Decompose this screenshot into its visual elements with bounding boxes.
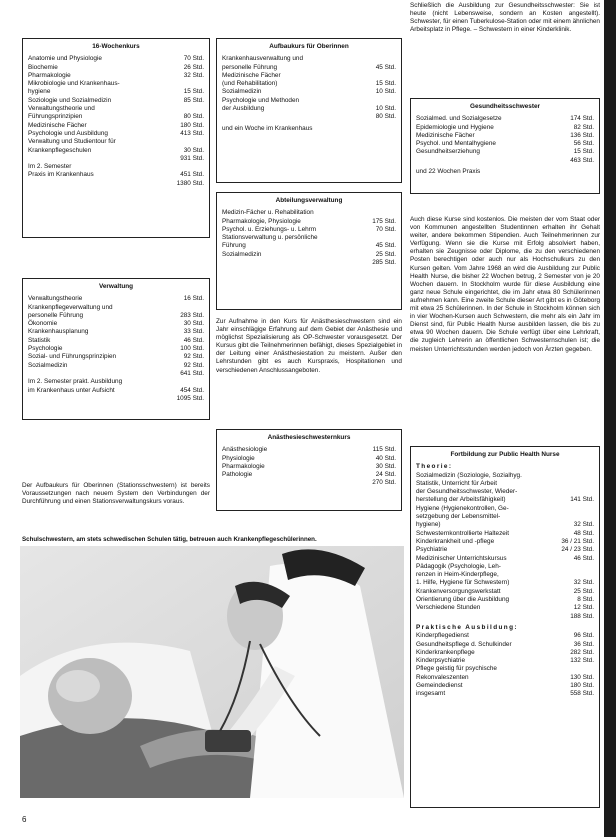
row-value: 451 Std.: [180, 171, 204, 179]
table-row: [416, 579, 594, 587]
row-label: Medizinischer Unterrichtskursus: [416, 554, 507, 562]
table-row: [416, 649, 594, 657]
table-row: [416, 140, 594, 148]
box-rows: [222, 55, 396, 121]
row-value: 46 Std.: [573, 554, 594, 562]
row-label: Statistik, Unterricht für Arbeit: [416, 479, 497, 487]
table-row: [416, 588, 594, 596]
row-label: Hygiene (Hygienekontrollen, Ge-: [416, 504, 509, 512]
row-label: Psychol. und Mentalhygiene: [416, 140, 496, 148]
row-value: 454 Std.: [180, 386, 204, 394]
row-value: 15 Std.: [375, 80, 396, 88]
table-row: [416, 530, 594, 538]
table-row: [28, 147, 204, 155]
paragraph-anaesthesie: Zur Aufnahme in den Kurs für Anästhesieschwestern sind ein Jahr einschlägige Erfahrung auf dem Gebiet der Anästhesie und möglichst Spezialisierung als OP-Schwester vorausgesetzt. Der Kursus gibt die Teilnehmerinnen befähigt, dieses Spezialgebiet in der Leitung einer Anästhesiestation zu meistern. Außer den Lehrstunden gibt es auch Kurspraxis, Hospitationen und verschiedenen Anschlussangeboten.: [216, 318, 402, 374]
box-abteilungsverwaltung: [216, 192, 402, 310]
row-value: 32 Std.: [573, 579, 594, 587]
box-rows: [416, 472, 594, 621]
box-title: 16-Wochenkurs: [92, 43, 140, 50]
table-row: [222, 259, 396, 267]
row-value: 413 Std.: [180, 129, 204, 137]
table-row: [416, 513, 594, 521]
table-row: [222, 72, 396, 80]
row-label: personelle Führung: [28, 311, 84, 319]
row-value: 92 Std.: [183, 361, 204, 369]
table-row: [28, 312, 204, 320]
table-row: [28, 80, 204, 88]
table-row: [416, 538, 594, 546]
row-label: im Krankenhaus unter Aufsicht: [28, 386, 115, 394]
row-label: insgesamt: [416, 690, 446, 698]
row-value: 80 Std.: [183, 113, 204, 121]
table-row: [416, 124, 594, 132]
row-label: Sozialmedizin (Soziologie, Sozialhyg.: [416, 471, 522, 479]
row-label: Krankenhausverwaltung und: [222, 55, 304, 63]
table-row: [222, 471, 396, 479]
row-value: 25 Std.: [375, 250, 396, 258]
table-row: [28, 295, 204, 303]
row-label: Pharmakologie, Physiologie: [222, 217, 301, 225]
table-row: [222, 209, 396, 217]
table-row: [28, 387, 204, 395]
table-row: [222, 463, 396, 471]
table-row: [416, 596, 594, 604]
table-row: [222, 446, 396, 454]
table-row: [416, 682, 594, 690]
row-label: Im 2. Semester prakt. Ausbildung: [28, 378, 123, 386]
row-label: Epidemiologie und Hygiene: [416, 123, 494, 131]
table-row: [28, 171, 204, 179]
box-title: Fortbildung zur Public Health Nurse: [450, 451, 560, 458]
row-label: Medizinische Fächer: [28, 121, 87, 129]
box-rows: [416, 632, 594, 698]
table-row: [416, 641, 594, 649]
row-value: 80 Std.: [375, 113, 396, 121]
row-value: 85 Std.: [183, 96, 204, 104]
row-label: Pflege geistig für psychische: [416, 665, 497, 673]
table-row: [416, 613, 594, 621]
row-value: 100 Std.: [180, 345, 204, 353]
box-public-health-nurse: [410, 446, 600, 808]
table-row: [28, 378, 204, 386]
box-rows: [28, 295, 204, 403]
photograph-illustration: [20, 546, 404, 798]
table-row: [416, 555, 594, 563]
row-value: 96 Std.: [573, 632, 594, 640]
row-label: Verwaltung und Studientour für: [28, 138, 116, 146]
table-row: [28, 113, 204, 121]
row-label: personelle Führung: [222, 63, 278, 71]
row-label: der Gesundheitsschwester, Wieder-: [416, 488, 518, 496]
box-title: Aufbaukurs für Oberinnen: [269, 43, 349, 50]
row-value: 641 Std.: [180, 369, 204, 377]
row-value: 82 Std.: [573, 123, 594, 131]
table-row: [28, 180, 204, 188]
paragraph-gesundheitsschwester: Schließlich die Ausbildung zur Gesundheitsschwester: Sie ist heute (nicht Lebensweise, sondern an Kosten angestellt). Schwester, für einen Tuberkulose-Station oder mit einem ähnlichen Arbeitsplatz in Pflege. – Schwestern in einer Kinderklinik.: [410, 2, 600, 34]
table-row: [28, 55, 204, 63]
row-label: Führungsprinzipien: [28, 113, 83, 121]
table-row: [416, 674, 594, 682]
row-label: (und Rehabilitation): [222, 80, 278, 88]
box-title: Abteilungsverwaltung: [275, 197, 343, 204]
row-label: Gesundheitspflege d. Schulkinder: [416, 640, 512, 648]
row-label: Pharmakologie: [222, 462, 265, 470]
box-gesundheitsschwester: [410, 98, 600, 194]
row-value: 36 / 21 Std.: [561, 537, 594, 545]
table-row: [28, 320, 204, 328]
table-row: [28, 337, 204, 345]
row-label: Krankenpflegeverwaltung und: [28, 303, 113, 311]
row-label: Gemeindedienst: [416, 682, 463, 690]
table-row: [416, 632, 594, 640]
row-label: setzgebung der Lebensmittel-: [416, 513, 501, 521]
row-value: 270 Std.: [372, 479, 396, 487]
table-row: [222, 242, 396, 250]
row-label: Pharmakologie: [28, 71, 71, 79]
row-label: Orientierung über die Ausbildung: [416, 596, 510, 604]
box-note: und ein Woche im Krankenhaus: [222, 124, 313, 132]
table-row: [28, 370, 204, 378]
row-label: Kinderpsychiatrie: [416, 657, 466, 665]
table-row: [222, 64, 396, 72]
row-value: 463 Std.: [570, 156, 594, 164]
row-value: 92 Std.: [183, 353, 204, 361]
row-value: 30 Std.: [183, 320, 204, 328]
row-label: Krankenpflegeschulen: [28, 146, 92, 154]
box-rows: [416, 115, 594, 165]
row-value: 130 Std.: [570, 673, 594, 681]
row-label: Mikrobiologie und Krankenhaus-: [28, 80, 120, 88]
row-label: Kinderpflegedienst: [416, 632, 469, 640]
row-value: 48 Std.: [573, 529, 594, 537]
row-value: 175 Std.: [372, 217, 396, 225]
table-row: [28, 163, 204, 171]
table-row: [416, 472, 594, 480]
box-16-wochenkurs: [22, 38, 210, 238]
table-row: [222, 80, 396, 88]
table-row: [416, 571, 594, 579]
table-row: [416, 604, 594, 612]
row-label: Psychologie und Methoden: [222, 96, 300, 104]
table-row: [28, 345, 204, 353]
table-row: [416, 496, 594, 504]
row-value: 24 Std.: [375, 471, 396, 479]
table-row: [222, 234, 396, 242]
row-label: Pathologie: [222, 471, 253, 479]
box-anaesthesie: [216, 429, 402, 511]
box-note: und 22 Wochen Praxis: [416, 168, 481, 176]
row-value: 8 Std.: [577, 596, 594, 604]
table-row: [28, 138, 204, 146]
table-row: [416, 546, 594, 554]
row-value: 25 Std.: [573, 587, 594, 595]
row-value: 1095 Std.: [176, 394, 204, 402]
row-value: 285 Std.: [372, 259, 396, 267]
row-value: 30 Std.: [375, 462, 396, 470]
table-row: [28, 122, 204, 130]
row-label: Verwaltungstheorie und: [28, 105, 95, 113]
row-value: 115 Std.: [372, 446, 396, 454]
row-value: 558 Std.: [570, 690, 594, 698]
table-row: [222, 455, 396, 463]
page-number: 6: [22, 815, 27, 824]
row-label: Soziologie und Sozialmedizin: [28, 96, 112, 104]
table-row: [222, 113, 396, 121]
table-row: [416, 563, 594, 571]
table-row: [222, 218, 396, 226]
row-label: Gesundheitserziehung: [416, 148, 480, 156]
table-row: [416, 488, 594, 496]
row-label: herstellung der Arbeitsfähigkeit): [416, 496, 506, 504]
row-label: Krankenhausplanung: [28, 328, 89, 336]
paragraph-kurse: Auch diese Kurse sind kostenlos. Die meisten der vom Staat oder von Kommunen angestellten Studentinnen erhalten ihr Gehalt weiter, andere bekommen Stipendien. Auch Teilnehmerinnen zur Verfügung. Wenn sie die Kurse mit Erfolg absolviert haben, erhalten sie Zeugnisse oder Diplome, die zu den verschiedenen Posten berechtigen oder auch nur als Hochschulkurs zu den Kursen gelten. Vom Jahre 1968 an wird die Ausbildung zur Public Health Nurse, die bisher 22 Wochen betrug, 2 Semester von je 20 Wochen dauern. In Stockholm wurde für diese Ausbildung eine ganz neue Schule eingerichtet, die im Jahr etwa 80 Schülerinnen aufnehmen kann. Eine zweite Schule dieser Art gibt es in Göteborg mit etwa 25 Schülerinnen. In der Schule in Stockholm können sich in vier Wochen-Kursen auch Schwestern, die mehr als ein Jahr im Dienst sind, für Public Health Nurse ausbilden lassen, die bis zu etwa 90 Wochen dauern. Die Schule verfügt über eine Lehrkraft, die zugleich Lehrerin an öffentlichen Schwesternschulen ist; die meisten Unterrichtsstunden werden jedoch von Ärzten gegeben.: [410, 216, 600, 353]
row-value: 282 Std.: [570, 648, 594, 656]
row-label: Statistik: [28, 336, 51, 344]
row-value: 931 Std.: [180, 154, 204, 162]
table-row: [222, 479, 396, 487]
box-rows: [222, 209, 396, 267]
table-row: [416, 480, 594, 488]
row-label: Psychol. u. Erziehungs- u. Lehrm: [222, 225, 317, 233]
row-label: Führung: [222, 242, 246, 250]
row-value: 36 Std.: [573, 640, 594, 648]
table-row: [416, 505, 594, 513]
box-rows: [28, 55, 204, 188]
row-label: hygiene: [28, 88, 51, 96]
box-verwaltung: [22, 278, 210, 420]
table-row: [416, 521, 594, 529]
table-row: [28, 64, 204, 72]
row-value: 174 Std.: [570, 115, 594, 123]
table-row: [222, 88, 396, 96]
photograph-nurse-with-patient: [20, 546, 404, 798]
row-label: Physiologie: [222, 454, 255, 462]
row-value: 180 Std.: [180, 121, 204, 129]
row-value: 32 Std.: [573, 521, 594, 529]
table-row: [28, 88, 204, 96]
table-row: [28, 155, 204, 163]
table-row: [416, 132, 594, 140]
row-value: 16 Std.: [183, 295, 204, 303]
row-label: Sozialmedizin: [222, 250, 262, 258]
row-value: 10 Std.: [375, 88, 396, 96]
table-row: [222, 105, 396, 113]
row-label: Medizin-Fächer u. Rehabilitation: [222, 209, 314, 217]
table-row: [222, 226, 396, 234]
row-label: Schwesternkontrollierte Haltezeit: [416, 529, 510, 537]
row-label: Sozialmedizin: [28, 361, 68, 369]
row-value: 283 Std.: [180, 311, 204, 319]
row-label: 1. Hilfe, Hygiene für Schwestern): [416, 579, 510, 587]
row-label: Psychiatrie: [416, 546, 448, 554]
photo-caption: Schulschwestern, am stets schwedischen Schulen tätig, betreuen auch Krankenpflegeschülerinnen.: [22, 536, 317, 543]
row-label: Stationsverwaltung u. persönliche: [222, 234, 318, 242]
row-label: der Ausbildung: [222, 105, 265, 113]
row-label: Ökonomie: [28, 320, 58, 328]
row-value: 40 Std.: [375, 454, 396, 462]
row-label: Sozialmedizin: [222, 88, 262, 96]
table-row: [28, 362, 204, 370]
row-label: Anästhesiologie: [222, 446, 268, 454]
table-row: [28, 395, 204, 403]
row-value: 45 Std.: [375, 242, 396, 250]
row-value: 10 Std.: [375, 105, 396, 113]
row-value: 180 Std.: [570, 682, 594, 690]
row-label: Rekonvaleszenten: [416, 673, 469, 681]
table-row: [28, 130, 204, 138]
row-label: Verschiedene Stunden: [416, 604, 481, 612]
row-value: 70 Std.: [375, 225, 396, 233]
row-label: Verwaltungstheorie: [28, 295, 83, 303]
row-value: 24 / 23 Std.: [561, 546, 594, 554]
box-title: Anästhesieschwesternkurs: [267, 434, 351, 441]
box-title: Gesundheitsschwester: [470, 103, 540, 110]
row-label: Kinderkrankenpflege: [416, 648, 475, 656]
table-row: [222, 97, 396, 105]
row-label: hygiene): [416, 521, 441, 529]
table-row: [28, 353, 204, 361]
table-row: [416, 690, 594, 698]
row-label: Anatomie und Physiologie: [28, 55, 102, 63]
row-value: 15 Std.: [183, 88, 204, 96]
row-label: Biochemie: [28, 63, 58, 71]
row-label: Krankenversorgungswerkstatt: [416, 587, 501, 595]
row-value: 30 Std.: [183, 146, 204, 154]
table-row: [28, 105, 204, 113]
table-row: [28, 97, 204, 105]
row-value: 45 Std.: [375, 63, 396, 71]
row-value: 188 Std.: [570, 612, 594, 620]
table-row: [222, 55, 396, 63]
table-row: [416, 157, 594, 165]
row-value: 15 Std.: [573, 148, 594, 156]
row-value: 32 Std.: [183, 71, 204, 79]
row-label: renzen in Heim-Kinderpflege,: [416, 571, 499, 579]
row-value: 56 Std.: [573, 140, 594, 148]
row-value: 33 Std.: [183, 328, 204, 336]
table-row: [28, 304, 204, 312]
scan-edge: [604, 0, 616, 837]
table-row: [28, 328, 204, 336]
row-label: Sozialmed. und Sozialgesetze: [416, 115, 502, 123]
row-value: 70 Std.: [183, 55, 204, 63]
row-label: Pädagogik (Psychologie, Leh-: [416, 562, 501, 570]
section-heading-praxis: Praktische Ausbildung:: [416, 623, 518, 631]
row-value: 1380 Std.: [176, 179, 204, 187]
row-value: 12 Std.: [573, 604, 594, 612]
row-label: Praxis im Krankenhaus: [28, 171, 94, 179]
row-label: Sozial- und Führungsprinzipien: [28, 353, 117, 361]
row-label: Medizinische Fächer: [416, 131, 475, 139]
row-label: Kinderkrankheit und -pflege: [416, 537, 495, 545]
table-row: [28, 72, 204, 80]
table-row: [222, 251, 396, 259]
row-value: 141 Std.: [570, 496, 594, 504]
row-label: Im 2. Semester: [28, 163, 72, 171]
row-value: 26 Std.: [183, 63, 204, 71]
box-rows: [222, 446, 396, 487]
row-label: Medizinische Fächer: [222, 71, 281, 79]
table-row: [416, 115, 594, 123]
row-value: 136 Std.: [570, 131, 594, 139]
box-aufbaukurs-oberinnen: [216, 38, 402, 183]
paragraph-oberinnen: Der Aufbaukurs für Oberinnen (Stationsschwestern) ist bereits Voraussetzungen nach neuem System den Verbindungen der Durchführung und einen Stationsverwaltungskurs voraus.: [22, 482, 210, 506]
row-label: Psychologie und Ausbildung: [28, 129, 108, 137]
table-row: [416, 657, 594, 665]
row-value: 46 Std.: [183, 336, 204, 344]
table-row: [416, 148, 594, 156]
box-title: Verwaltung: [98, 283, 134, 290]
row-label: Psychologie: [28, 345, 63, 353]
section-heading-theorie: Theorie:: [416, 463, 453, 471]
row-value: 132 Std.: [570, 657, 594, 665]
table-row: [416, 665, 594, 673]
